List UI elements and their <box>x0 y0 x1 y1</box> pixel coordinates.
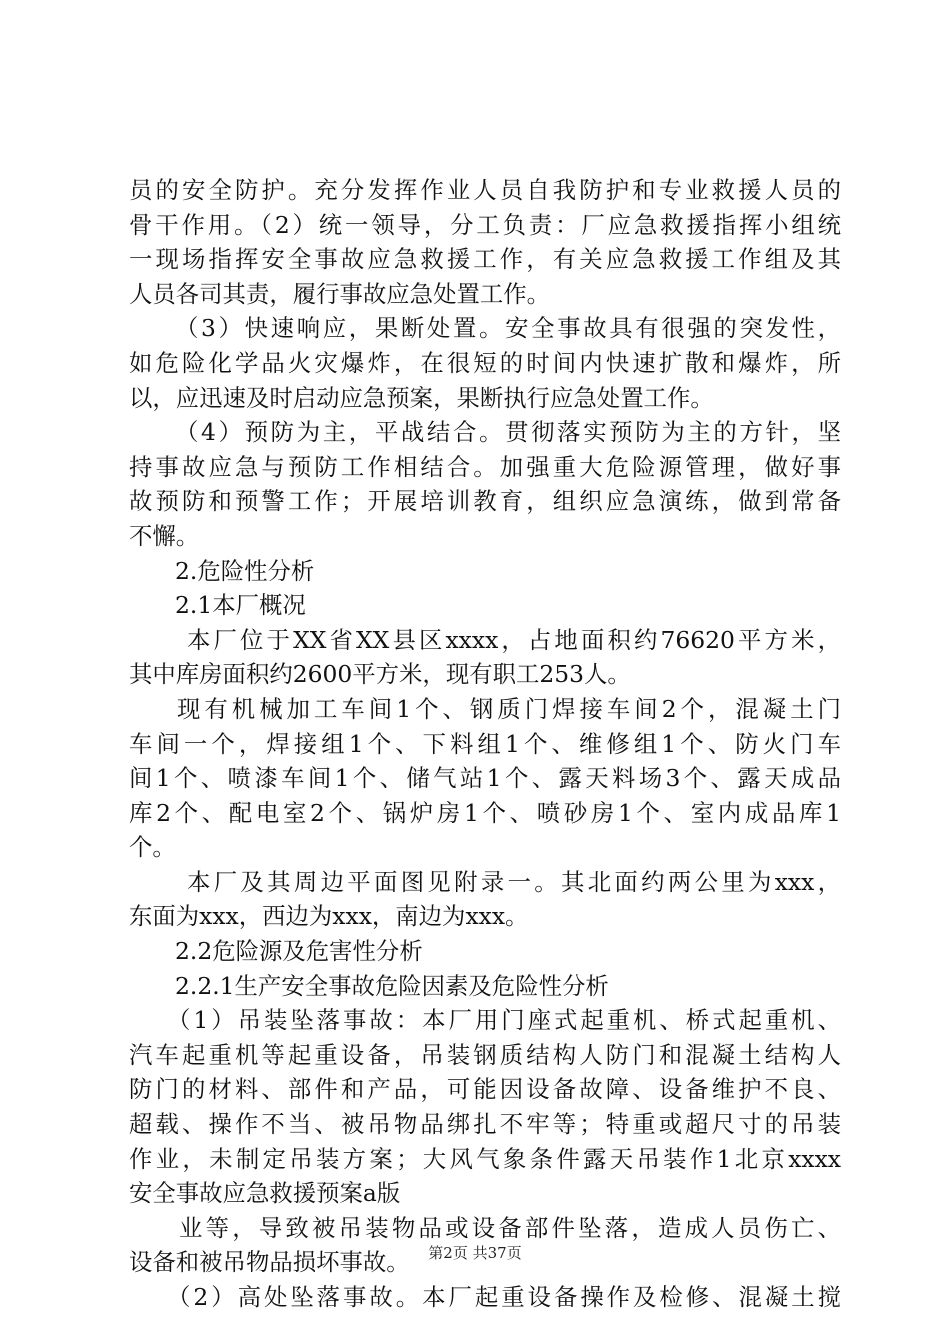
text-line: 东面为xxx，西边为xxx，南边为xxx。 <box>129 902 529 931</box>
text-line: （1）吊装坠落事故：本厂用门座式起重机、桥式起重机、 <box>167 1006 841 1035</box>
text-line: 本厂位于XX省XX县区xxxx，占地面积约76620平方米， <box>187 625 841 654</box>
text-line: 车间一个，焊接组1个、下料组1个、维修组1个、防火门车 <box>129 729 841 758</box>
text-line: 个。 <box>129 833 176 862</box>
text-line: 安全事故应急救援预案a版 <box>129 1179 401 1208</box>
subsection-heading: 2.2.1生产安全事故危险因素及危险性分析 <box>175 971 609 1000</box>
text-line: 汽车起重机等起重设备，吊装钢质结构人防门和混凝土结构人 <box>129 1040 841 1069</box>
text-line: （3）快速响应，果断处置。安全事故具有很强的突发性， <box>175 314 841 343</box>
text-line: 其中库房面积约2600平方米，现有职工253人。 <box>129 660 631 689</box>
subsection-heading: 2.1本厂概况 <box>175 591 306 620</box>
text-line: 业等，导致被吊装物品或设备部件坠落，造成人员伤亡、 <box>179 1213 841 1242</box>
text-line: （2）高处坠落事故。本厂起重设备操作及检修、混凝土搅 <box>167 1283 841 1311</box>
body-text <box>129 173 841 1315</box>
text-line: 作业，未制定吊装方案；大风气象条件露天吊装作1北京xxxx <box>129 1144 841 1173</box>
text-line: 超载、操作不当、被吊物品绑扎不牢等；特重或超尺寸的吊装 <box>129 1110 841 1139</box>
text-line: 不懈。 <box>129 521 200 550</box>
text-line: 防门的材料、部件和产品，可能因设备故障、设备维护不良、 <box>129 1075 841 1104</box>
text-line: 一现场指挥安全事故应急救援工作，有关应急救援工作组及其 <box>129 245 841 274</box>
text-line: 以，应迅速及时启动应急预案，果断执行应急处置工作。 <box>129 383 714 412</box>
text-line: 本厂及其周边平面图见附录一。其北面约两公里为xxx， <box>187 867 841 896</box>
text-line: 库2个、配电室2个、锅炉房1个、喷砂房1个、室内成品库1 <box>129 798 841 827</box>
text-line: 间1个、喷漆车间1个、储气站1个、露天料场3个、露天成品 <box>129 764 841 793</box>
text-line: 人员各司其责，履行事故应急处置工作。 <box>129 279 551 308</box>
text-line: 如危险化学品火灾爆炸，在很短的时间内快速扩散和爆炸，所 <box>129 348 841 377</box>
section-heading: 2.危险性分析 <box>175 556 315 585</box>
text-line: 骨干作用。（2）统一领导，分工负责：厂应急救援指挥小组统 <box>129 210 841 239</box>
subsection-heading: 2.2危险源及危害性分析 <box>175 937 423 966</box>
text-line: 故预防和预警工作；开展培训教育，组织应急演练，做到常备 <box>129 487 841 516</box>
text-line: （4）预防为主，平战结合。贯彻落实预防为主的方针，坚 <box>175 418 841 447</box>
text-line: 持事故应急与预防工作相结合。加强重大危险源管理，做好事 <box>129 452 841 481</box>
text-line: 设备和被吊物品损坏事故。 <box>129 1248 410 1277</box>
text-line: 现有机械加工车间1个、钢质门焊接车间2个，混凝土门 <box>177 694 841 723</box>
page-number-footer: 第2页 共37页 <box>428 1244 522 1262</box>
text-line: 员的安全防护。充分发挥作业人员自我防护和专业救援人员的 <box>129 176 841 204</box>
